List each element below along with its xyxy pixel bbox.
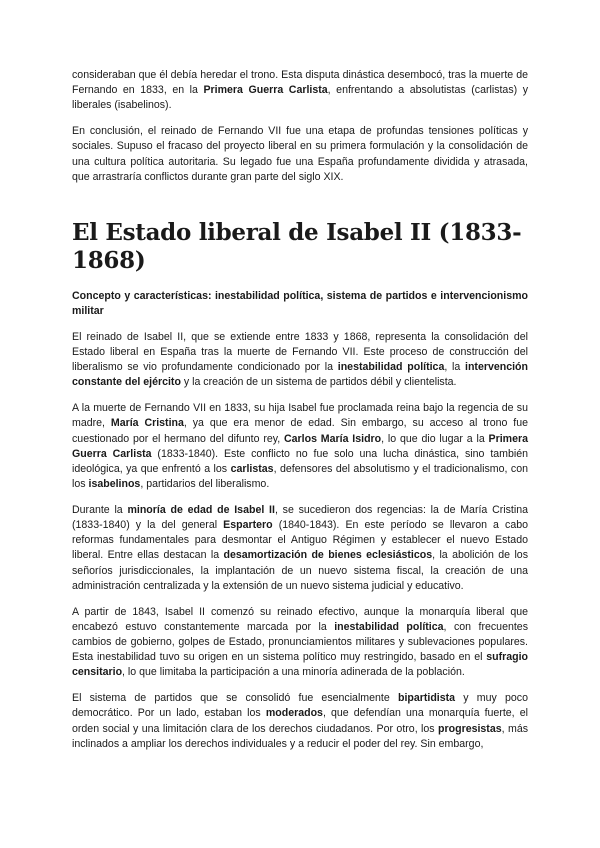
bold-term: moderados: [265, 707, 323, 720]
paragraph-reign-overview: [72, 330, 528, 391]
bold-term: sufragio censitario: [72, 651, 528, 679]
paragraph-succession: [72, 401, 528, 492]
bold-term: carlistas: [230, 462, 274, 475]
paragraph-conclusion: [72, 124, 528, 185]
text-run: consideraban que él debía heredar el trono. Esta disputa dinástica desembocó, tras la muerte de Fernando en 1833, en la: [72, 69, 528, 97]
bold-term: María Cristina: [110, 417, 184, 430]
text-run: , partidarios del liberalismo.: [140, 478, 270, 491]
bold-term: Primera Guerra Carlista: [203, 84, 328, 97]
text-run: (1840-1843). En este período se llevaron a cabo reformas fundamentales para desmontar el Antiguo Régimen y establecer el nuevo Estado liberal. Entre ellas destacan la: [72, 519, 529, 562]
text-run: , con frecuentes cambios de gobierno, golpes de Estado, pronunciamientos militares y sublevaciones populares. Esta inestabilidad tuvo su origen en un sistema político muy restringido, basado en el: [72, 620, 528, 664]
paragraph-party-system: [72, 691, 528, 752]
text-run: , se sucedieron dos regencias: la de María Cristina (1833-1840) y la del general: [72, 503, 528, 532]
text-run: , enfrentando a absolutistas (carlistas) y liberales (isabelinos).: [72, 84, 529, 112]
text-run: El reinado de Isabel II, que se extiende entre 1833 y 1868, representa la consolidación del Estado liberal en España tras la muerte de Fernando VII. Este proceso de construcción del liberalismo se vio profundamente condicionado por la: [72, 330, 528, 374]
text-run: y muy poco democrático. Por un lado, estaban los: [72, 692, 528, 720]
text-run: , que defendían una monarquía fuerte, el orden social y una limitación clara de los derechos ciudadanos. Por otro, los: [72, 707, 528, 735]
text-run: , defensores del absolutismo y el tradicionalismo, con los: [72, 462, 528, 491]
text-run: Durante la: [72, 503, 128, 516]
text-run: , la abolición de los señoríos jurisdiccionales, la implantación de un nuevo sistema fiscal, la creación de una administración centralizada y la extensión de un nuevo sistema judicial y educativo.: [72, 549, 528, 592]
text-run: En conclusión, el reinado de Fernando VII fue una etapa de profundas tensiones políticas y sociales. Supuso el fracaso del proyecto liberal en su primera formulación y la consolidación de una cultura política autoritaria. Su legado fue una España profundamente dividida y atrasada, que arrastraría conflictos durante gran parte del siglo XIX.: [72, 125, 528, 183]
bold-term: bipartidista: [397, 692, 456, 705]
bold-term: Primera Guerra Carlista: [72, 432, 528, 460]
text-run: y la creación de un sistema de partidos débil y clientelista.: [180, 376, 457, 389]
bold-term: Espartero: [223, 519, 273, 532]
text-run: A partir de 1843, Isabel II comenzó su reinado efectivo, aunque la monarquía liberal que encabezó estuvo constantemente marcada por la: [72, 605, 528, 633]
bold-term: Carlos María Isidro: [284, 432, 382, 445]
paragraph-effective-reign: [72, 605, 528, 681]
section-subheading: Concepto y características: inestabilidad política, sistema de partidos e intervencionismo militar: [72, 289, 528, 318]
bold-term: minoría de edad de Isabel II: [127, 503, 275, 516]
text-run: , ya que era menor de edad. Sin embargo, su acceso al trono fue cuestionado por el hermano del difunto rey,: [72, 417, 528, 445]
bold-term: inestabilidad política: [337, 361, 445, 374]
bold-term: isabelinos: [88, 478, 141, 491]
bold-term: intervención constante del ejército: [72, 361, 529, 389]
text-run: El sistema de partidos que se consolidó fue esencialmente: [72, 692, 398, 705]
text-run: , la: [444, 361, 466, 374]
text-run: (1833-1840). Este conflicto no fue solo una lucha dinástica, sino también ideológica, ya que enfrentó a los: [72, 447, 529, 475]
bold-term: inestabilidad política: [334, 620, 444, 633]
text-run: , más inclinados a ampliar los derechos individuales y a reducir el poder del rey. Sin embargo,: [72, 722, 529, 750]
text-run: , lo que dio lugar a la: [381, 432, 489, 445]
paragraph-regencies: [72, 503, 528, 594]
bold-term: progresistas: [438, 722, 502, 735]
section-heading: El Estado liberal de Isabel II (1833-1868): [72, 218, 522, 274]
paragraph-carlist-dispute: [72, 68, 528, 114]
bold-term: desamortización de bienes eclesiásticos: [223, 549, 433, 562]
text-run: , lo que limitaba la participación a una minoría adinerada de la población.: [122, 666, 465, 679]
text-run: A la muerte de Fernando VII en 1833, su hija Isabel fue proclamada reina bajo la regencia de su madre,: [72, 402, 528, 430]
